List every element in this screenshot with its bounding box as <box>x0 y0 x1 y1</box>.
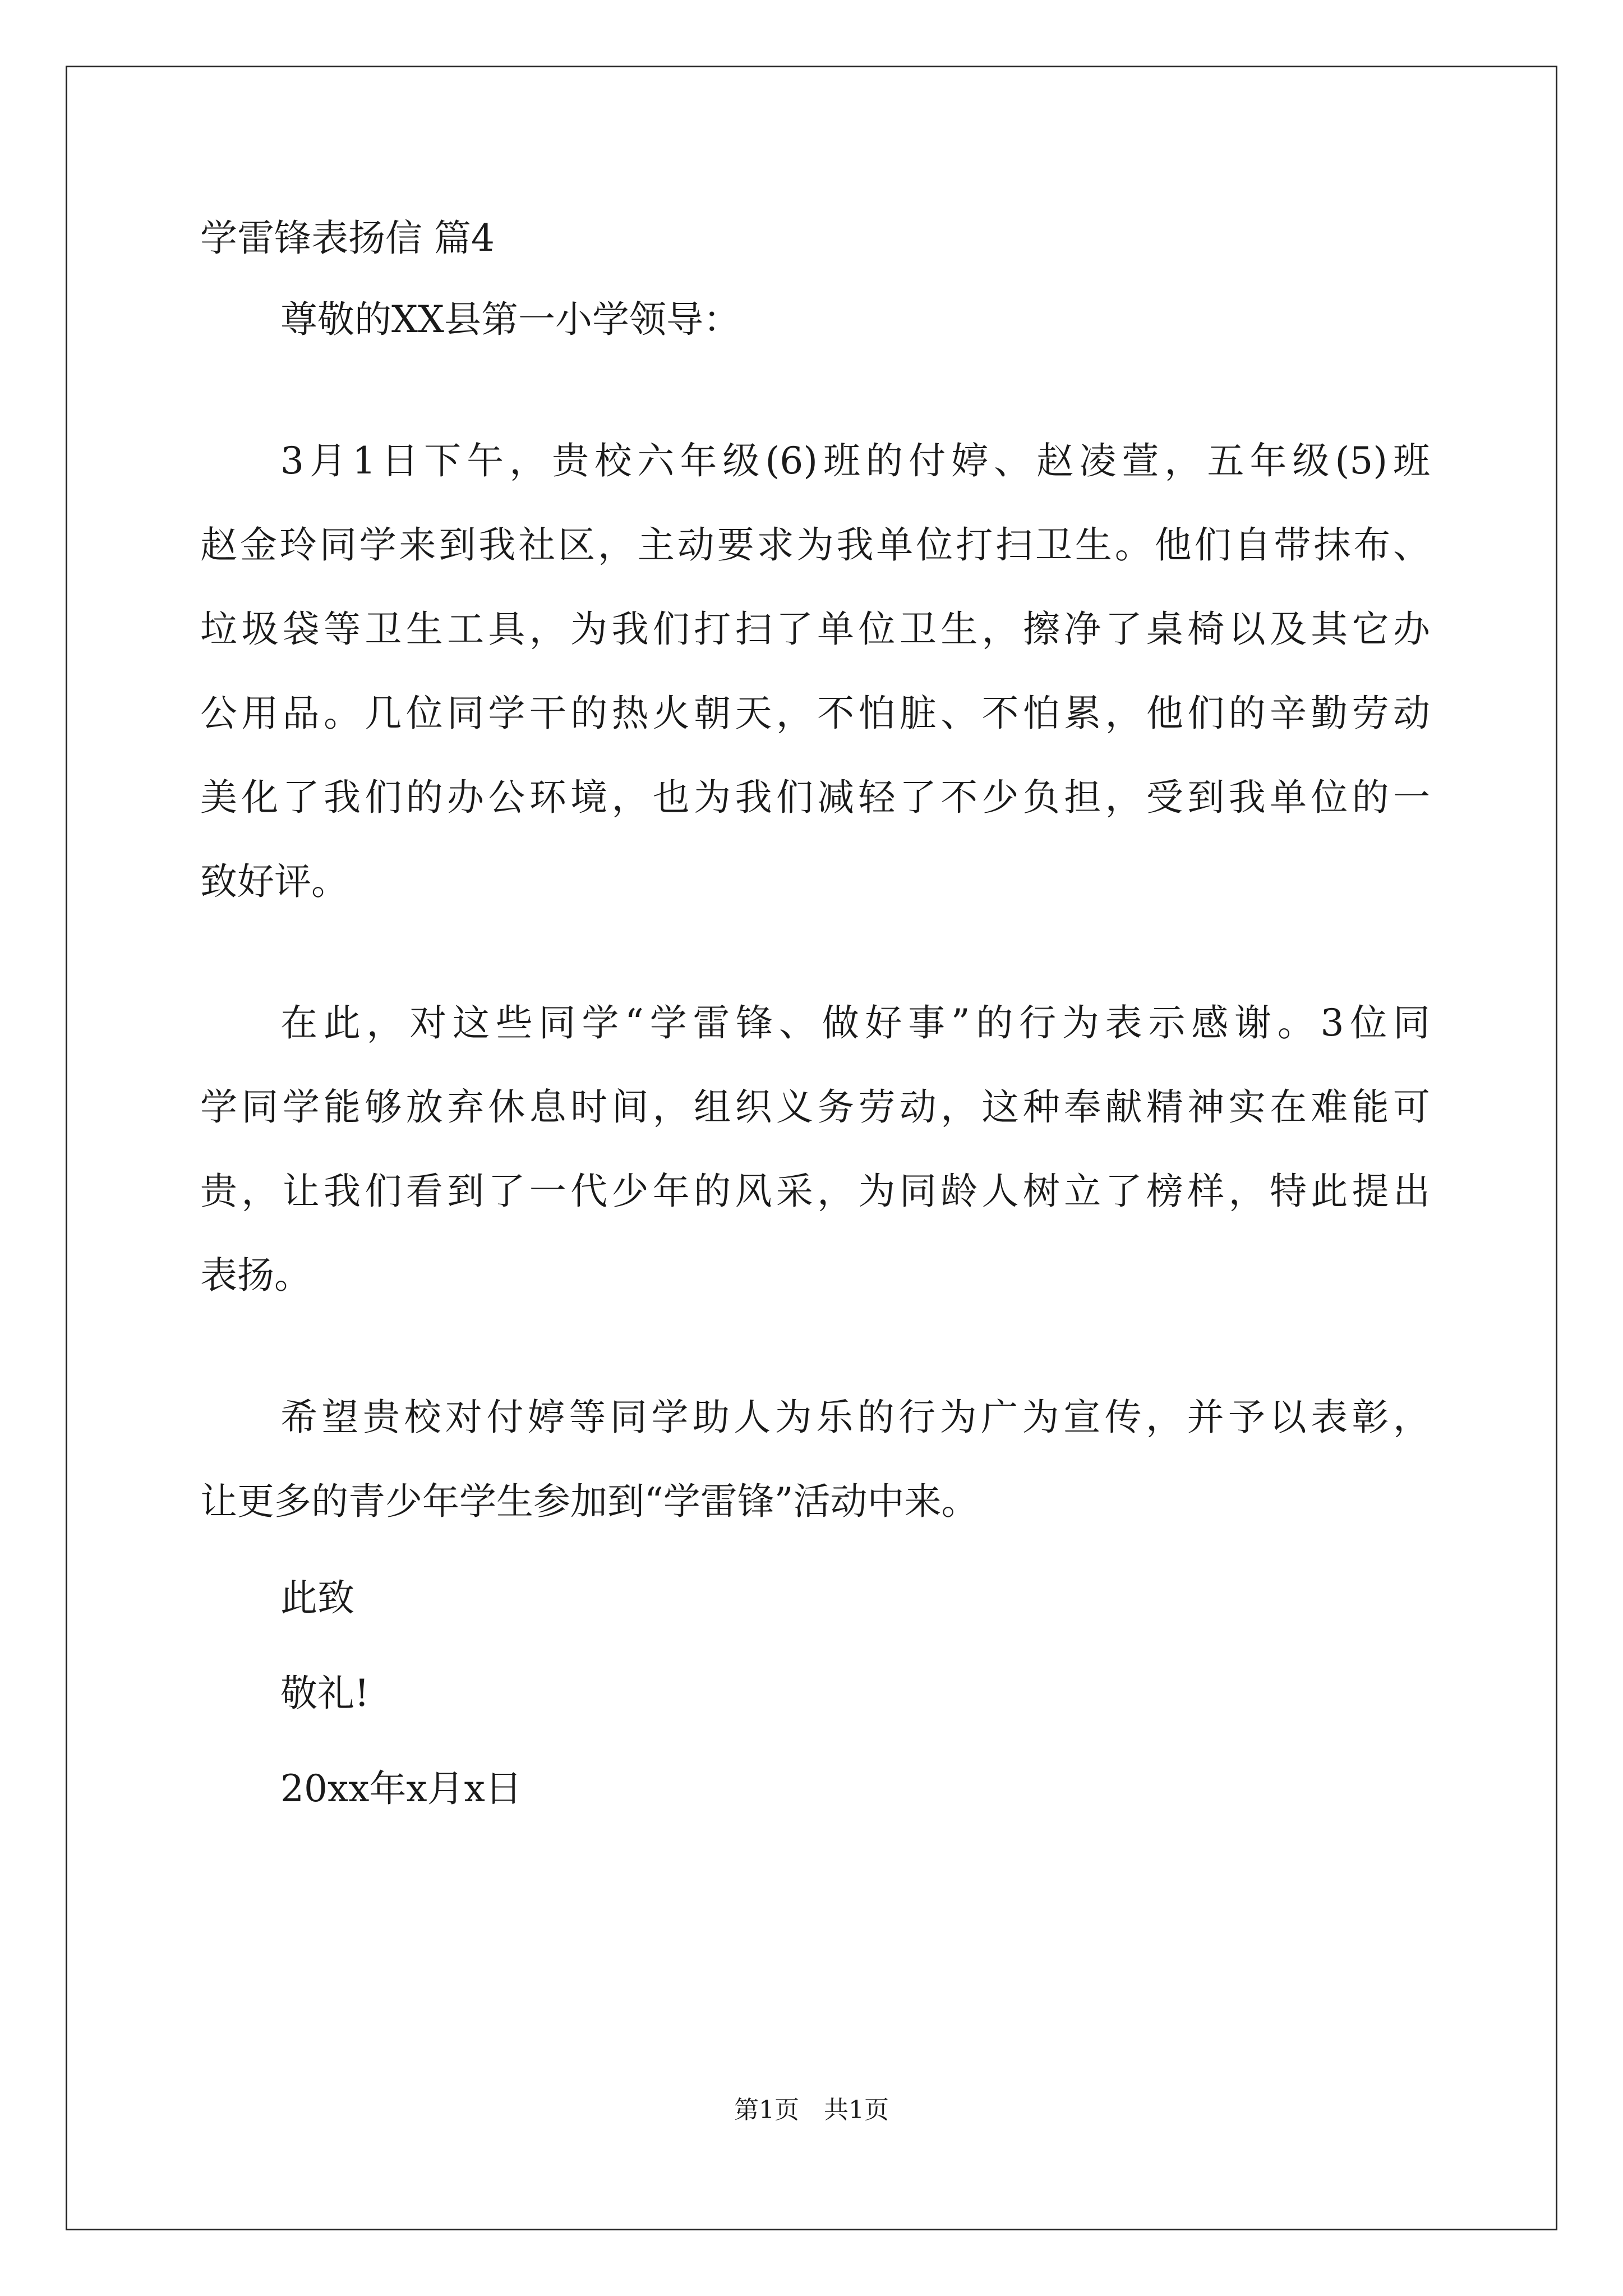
paragraph-line: 公用品。几位同学干的热火朝天，不怕脏、不怕累，他们的辛勤劳动 <box>200 692 1430 735</box>
paragraph-line: 希望贵校对付婷等同学助人为乐的行为广为宣传，并予以表彰， <box>280 1396 1430 1439</box>
paragraph-line: 致好评。 <box>200 860 348 903</box>
document-title: 学雷锋表扬信 篇4 <box>200 217 495 260</box>
paragraph-line: 在此，对这些同学“学雷锋、做好事”的行为表示感谢。3位同 <box>280 1001 1430 1045</box>
paragraph-line: 3月1日下午，贵校六年级(6)班的付婷、赵凌萱，五年级(5)班 <box>280 439 1430 482</box>
closing-regards: 敬礼! <box>280 1672 370 1715</box>
paragraph-line: 垃圾袋等卫生工具，为我们打扫了单位卫生，擦净了桌椅以及其它办 <box>200 608 1430 651</box>
page-border <box>66 66 1557 2230</box>
letter-date: 20xx年x月x日 <box>280 1767 522 1810</box>
paragraph-line: 赵金玲同学来到我社区，主动要求为我单位打扫卫生。他们自带抹布、 <box>200 523 1430 567</box>
page-number-footer: 第1页 共1页 <box>734 2096 889 2124</box>
paragraph-line: 学同学能够放弃休息时间，组织义务劳动，这种奉献精神实在难能可 <box>200 1085 1430 1129</box>
paragraph-line: 贵，让我们看到了一代少年的风采，为同龄人树立了榜样，特此提出 <box>200 1170 1430 1213</box>
closing-line: 此致 <box>280 1576 354 1619</box>
paragraph-line: 美化了我们的办公环境，也为我们减轻了不少负担，受到我单位的一 <box>200 776 1430 819</box>
paragraph-line: 让更多的青少年学生参加到“学雷锋”活动中来。 <box>200 1480 979 1523</box>
salutation: 尊敬的XX县第一小学领导： <box>280 298 740 341</box>
paragraph-line: 表扬。 <box>200 1254 311 1297</box>
